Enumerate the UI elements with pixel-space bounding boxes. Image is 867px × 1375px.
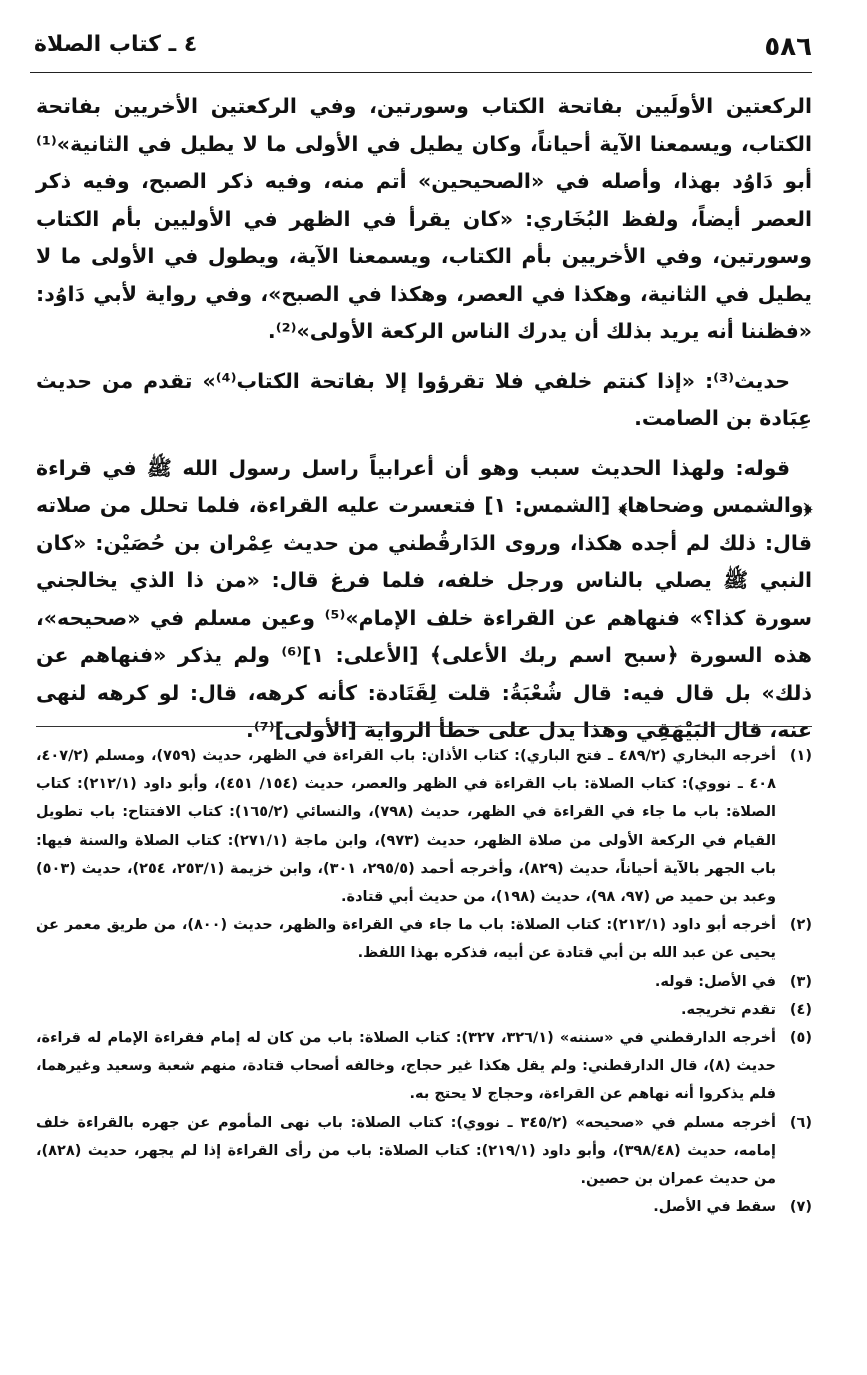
footnote-text: أخرجه البخاري (٤٨٩/٢ ـ فتح الباري): كتاب الأذان: باب القراءة في الظهر، حديث (٧٥٩)، ومسلم (٤٠٧/٢، ٤٠٨ ـ نووي): كتاب الصلاة: باب القراءة في الظهر والعصر، حديث (١٥٤/ ٤٥١)، وأبو داود (٢١٢/١): كتاب الصلاة: باب ما جاء في القراءة في الظهر، حديث (٧٩٨)، والنسائي (١٦٥/٢): كتاب الافتتاح: باب تطويل القيام في الركعة الأولى من صلاة الظهر، حديث (٩٧٣)، وابن ماجة (٢٧١/١): كتاب الصلاة والسنة فيها: باب الجهر بالآية أحياناً، حديث (٨٢٩)، وأخرجه أحمد (٢٩٥/٥، ٣٠١)، وابن خزيمة (٢٥٣/١، ٢٥٤)، حديث (٥٠٣) وعبد بن حميد ص (٩٧، ٩٨)، حديث (١٩٨)، من حديث أبي قتادة. <box>36 748 777 906</box>
footnote-text: أخرجه الدارقطني في «سننه» (٣٢٦/١، ٣٢٧): كتاب الصلاة: باب من كان له إمام فقراءة الإمام له قراءة، حديث (٨)، قال الدارقطني: ولم يقل هكذا غير حجاج، وخالفه أصحاب قتادة، منهم شعبة وسعيد وغيرهما، فلم يذكروا أنه نهاهم عن القراءة، وحجاج لا يحتج به. <box>36 1030 776 1103</box>
footnote-number: (٧) <box>789 1199 812 1216</box>
running-title: ٤ ـ كتاب الصلاة <box>34 32 198 57</box>
paragraph-2: حديث⁽³⁾: «إذا كنتم خلفي فلا تقرؤوا إلا بفاتحة الكتاب⁽⁴⁾» تقدم من حديث عِبَادة بن الصامت. <box>36 368 812 430</box>
footnote-1 <box>36 742 812 911</box>
footnote-number: (٥) <box>789 1030 812 1047</box>
footnote-number: (٢) <box>789 917 812 934</box>
footnote-7 <box>36 1193 812 1221</box>
footnote-3 <box>36 968 812 996</box>
footnote-number: (٤) <box>789 1001 812 1018</box>
footnote-number: (٦) <box>789 1114 812 1131</box>
footnote-text: تقدم تخريجه. <box>680 1001 776 1018</box>
footnote-text: في الأصل: قوله. <box>654 973 776 990</box>
footnote-divider <box>36 726 812 727</box>
footnote-5 <box>36 1024 812 1109</box>
footnote-4 <box>36 996 812 1024</box>
main-text <box>36 88 812 762</box>
page-header <box>30 28 812 73</box>
page-number: ٥٨٦ <box>764 32 812 62</box>
footnote-2 <box>36 911 812 967</box>
footnote-number: (٣) <box>789 973 812 990</box>
paragraph-1: الركعتين الأولَيين بفاتحة الكتاب وسورتين، وفي الركعتين الأخريين بفاتحة الكتاب، ويسمعنا الآية أحياناً، وكان يطيل في الأولى ما لا يطيل في الثانية»⁽¹⁾ أبو دَاوُد بهذا، وأصله في «الصحيحين» أتم منه، وفيه ذكر الصبح، وفيه ذكر العصر أيضاً، ولفظ البُخَاري: «كان يقرأ في الظهر في الأوليين بأم الكتاب وسورتين، وفي الأخريين بأم الكتاب، ويسمعنا الآية، ويطول في الأولى ما لا يطيل في الثانية، وهكذا في العصر، وهكذا في الصبح»، وفي رواية لأبي دَاوُد: «فظننا أنه يريد بذلك أن يدرك الناس الركعة الأولى»⁽²⁾. <box>36 94 812 343</box>
footnote-text: أخرجه مسلم في «صحيحه» (٣٤٥/٢ ـ نووي): كتاب الصلاة: باب نهى المأموم عن جهره بالقراءة خلف إمامه، حديث (٣٩٨/٤٨)، وأبو داود (٢١٩/١): كتاب الصلاة: باب من رأى القراءة إذا لم يجهر، حديث (٨٢٨)، من حديث عمران بن حصين. <box>36 1114 776 1188</box>
paragraph-3: قوله: ولهذا الحديث سبب وهو أن أعرابياً راسل رسول الله ﷺ في قراءة ﴿والشمس وضحاها﴾ [الشمس: ١] فتعسرت عليه القراءة، فلما تحلل من صلاته قال: ذلك لم أجده هكذا، وروى الدَارقُطني من حديث عِمْران بن حُصَيْن: «كان النبي ﷺ يصلي بالناس ورجل خلفه، فلما فرغ قال: «من ذا الذي يخالجني سورة كذا؟» فنهاهم عن القراءة خلف الإمام»⁽⁵⁾ وعين مسلم في «صحيحه»، هذه السورة ﴿سبح اسم ربك الأعلى﴾ [الأعلى: ١]⁽⁶⁾ ولم يذكر «فنهاهم عن ذلك» بل قال فيه: قال شُعْبَةُ: قلت لِقَتَادة: كأنه كرهه، قال: لو كرهه لنهى عنه، قال البَيْهَقِي وهذا يدل على خطأ الرواية [الأولى]⁽⁷⁾. <box>36 455 813 742</box>
footnote-6 <box>36 1109 812 1194</box>
footnotes <box>36 742 812 1221</box>
footnote-text: سقط في الأصل. <box>653 1199 776 1216</box>
footnote-text: أخرجه أبو داود (٢١٢/١): كتاب الصلاة: باب ما جاء في القراءة والظهر، حديث (٨٠٠)، من طريق معمر عن يحيى عن عبد الله بن أبي قتادة عن أبيه، فذكره بهذا اللفظ. <box>36 917 776 962</box>
footnote-number: (١) <box>789 748 812 764</box>
